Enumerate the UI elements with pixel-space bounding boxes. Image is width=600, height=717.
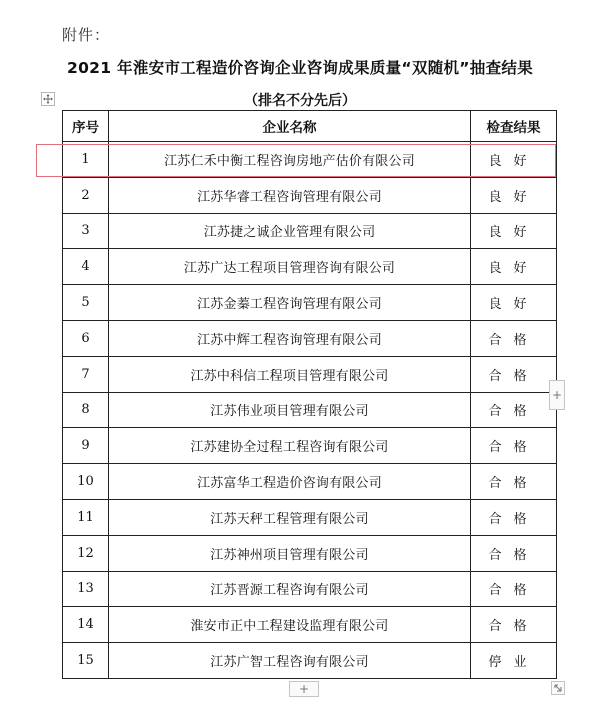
row-company: 江苏伟业项目管理有限公司 (109, 392, 471, 428)
row-result: 合格 (471, 356, 557, 392)
row-company: 江苏仁禾中衡工程咨询房地产估价有限公司 (109, 142, 471, 178)
row-result: 良好 (471, 142, 557, 178)
row-result: 合格 (471, 607, 557, 643)
row-index: 15 (63, 643, 109, 679)
row-company: 江苏中辉工程咨询管理有限公司 (109, 320, 471, 356)
row-index: 14 (63, 607, 109, 643)
table-row (63, 142, 557, 178)
document-title: 2021 年淮安市工程造价咨询企业咨询成果质量“双随机”抽查结果 (66, 59, 533, 77)
table-row (63, 607, 557, 643)
attachment-label: 附件： (62, 26, 111, 44)
move-arrows-icon[interactable] (41, 92, 55, 106)
row-index: 3 (63, 213, 109, 249)
row-index: 7 (63, 356, 109, 392)
row-result: 合格 (471, 464, 557, 500)
row-index: 4 (63, 249, 109, 285)
table-row (63, 499, 557, 535)
row-company: 江苏捷之诚企业管理有限公司 (109, 213, 471, 249)
row-company: 江苏天秤工程管理有限公司 (109, 499, 471, 535)
row-index: 5 (63, 285, 109, 321)
header-result: 检查结果 (471, 111, 557, 142)
add-column-button[interactable]: + (549, 380, 565, 410)
row-company: 江苏华睿工程咨询管理有限公司 (109, 177, 471, 213)
row-company: 江苏神州项目管理有限公司 (109, 535, 471, 571)
row-company: 江苏建协全过程工程咨询有限公司 (109, 428, 471, 464)
table-row (63, 356, 557, 392)
table-row (63, 464, 557, 500)
row-company: 江苏中科信工程项目管理有限公司 (109, 356, 471, 392)
results-table (62, 110, 557, 679)
row-result: 停业 (471, 643, 557, 679)
row-index: 12 (63, 535, 109, 571)
table-header-row (63, 111, 557, 142)
resize-corner-icon[interactable] (551, 681, 565, 695)
row-index: 13 (63, 571, 109, 607)
table-row (63, 535, 557, 571)
table-row (63, 177, 557, 213)
row-result: 合格 (471, 320, 557, 356)
row-result: 良好 (471, 213, 557, 249)
row-result: 良好 (471, 285, 557, 321)
row-index: 10 (63, 464, 109, 500)
header-company: 企业名称 (109, 111, 471, 142)
row-index: 9 (63, 428, 109, 464)
row-company: 江苏广智工程咨询有限公司 (109, 643, 471, 679)
table-row (63, 249, 557, 285)
table-row (63, 320, 557, 356)
row-result: 合格 (471, 571, 557, 607)
row-company: 江苏富华工程造价咨询有限公司 (109, 464, 471, 500)
header-index: 序号 (63, 111, 109, 142)
row-result: 合格 (471, 428, 557, 464)
table-row (63, 428, 557, 464)
table-row (63, 571, 557, 607)
row-index: 8 (63, 392, 109, 428)
row-result: 合格 (471, 392, 557, 428)
table-row (63, 285, 557, 321)
row-index: 6 (63, 320, 109, 356)
row-result: 良好 (471, 177, 557, 213)
add-row-button[interactable]: + (289, 681, 319, 697)
row-index: 1 (63, 142, 109, 178)
row-index: 2 (63, 177, 109, 213)
row-result: 合格 (471, 535, 557, 571)
row-company: 江苏金蓁工程咨询管理有限公司 (109, 285, 471, 321)
row-company: 淮安市正中工程建设监理有限公司 (109, 607, 471, 643)
row-result: 良好 (471, 249, 557, 285)
document-subtitle: （排名不分先后） (244, 93, 356, 109)
row-result: 合格 (471, 499, 557, 535)
row-company: 江苏广达工程项目管理咨询有限公司 (109, 249, 471, 285)
table-row (63, 213, 557, 249)
row-index: 11 (63, 499, 109, 535)
table-row (63, 643, 557, 679)
row-company: 江苏晋源工程咨询有限公司 (109, 571, 471, 607)
table-row (63, 392, 557, 428)
